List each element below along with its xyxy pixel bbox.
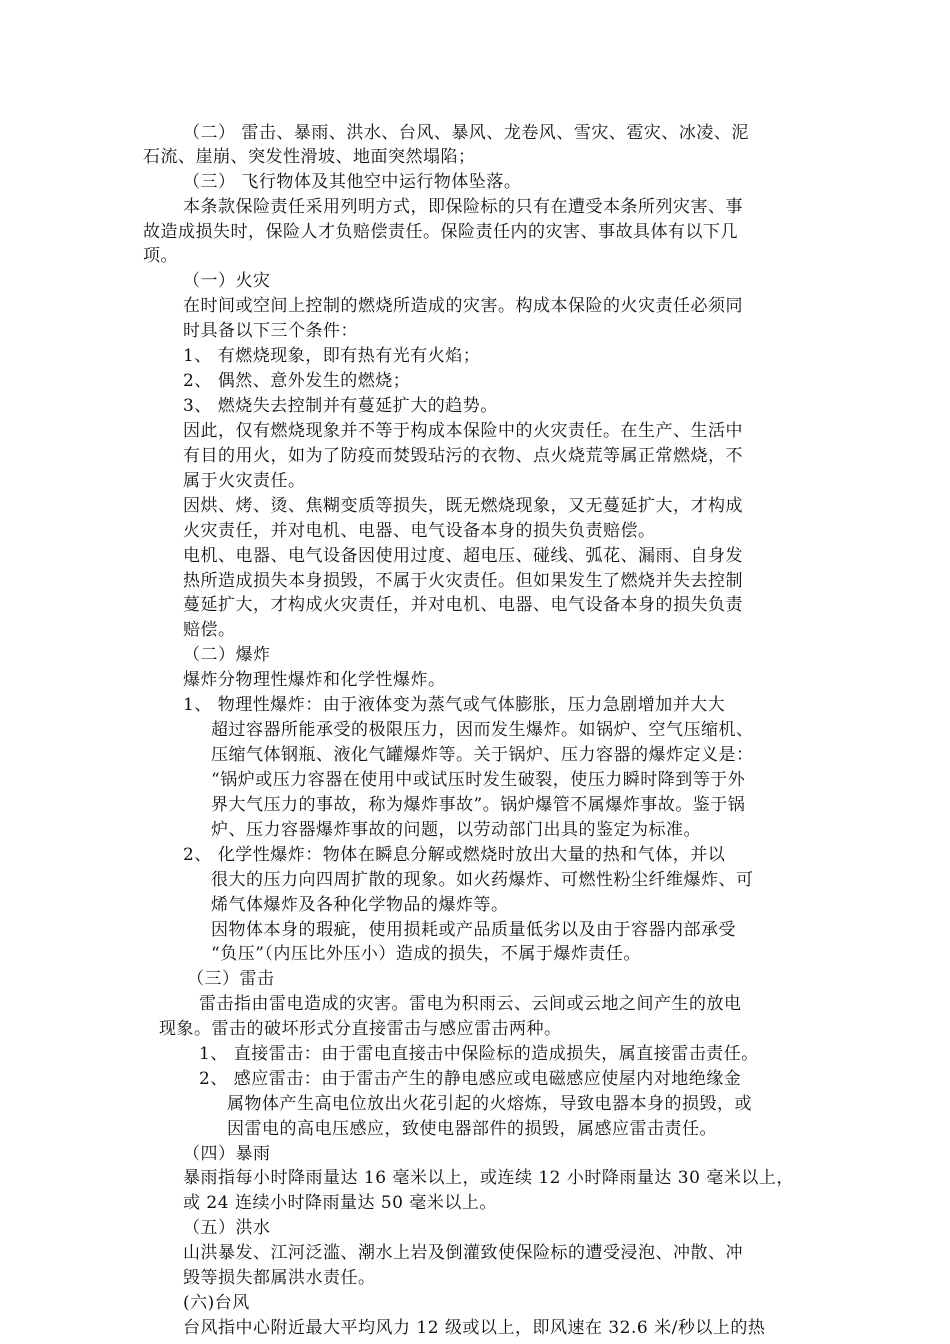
- text-line: 属物体产生高电位放出火花引起的火熔炼，导致电器本身的损毁，或: [227, 1094, 752, 1114]
- text-line: （二） 雷击、暴雨、洪水、台风、暴风、龙卷风、雪灾、雹灾、冰凌、泥: [183, 123, 749, 143]
- text-line: 因物体本身的瑕疵，使用损耗或产品质量低劣以及由于容器内部承受: [211, 920, 736, 940]
- text-line: 因此，仅有燃烧现象并不等于构成本保险中的火灾责任。在生产、生活中: [183, 421, 743, 441]
- section-heading: （四）暴雨: [183, 1144, 271, 1164]
- text-line: 很大的压力向四周扩散的现象。如火药爆炸、可燃性粉尘纤维爆炸、可: [211, 870, 754, 890]
- text-line: 热所造成损失本身损毁，不属于火灾责任。但如果发生了燃烧并失去控制: [183, 571, 743, 591]
- text-line: 石流、崖崩、突发性滑坡、地面突然塌陷；: [143, 147, 476, 167]
- list-item: 1、 物理性爆炸：由于液体变为蒸气或气体膨胀，压力急剧增加并大大: [183, 695, 726, 715]
- text-line: 界大气压力的事故，称为爆炸事故”。锅炉爆管不属爆炸事故。鉴于锅: [211, 795, 746, 815]
- text-line: 炉、压力容器爆炸事故的问题，以劳动部门出具的鉴定为标准。: [211, 820, 701, 840]
- text-line: 毁等损失都属洪水责任。: [183, 1268, 376, 1288]
- section-heading: （一）火灾: [183, 271, 271, 291]
- text-line: 山洪暴发、江河泛滥、潮水上岩及倒灌致使保险标的遭受浸泡、冲散、冲: [183, 1243, 743, 1263]
- list-item: 2、 偶然、意外发生的燃烧；: [183, 371, 411, 391]
- text-line: 属于火灾责任。: [183, 471, 306, 491]
- list-item: 1、 有燃烧现象，即有热有光有火焰；: [183, 346, 481, 366]
- section-heading: （三）雷击: [187, 969, 275, 989]
- text-line: 火灾责任，并对电机、电器、电气设备本身的损失负责赔偿。: [183, 521, 656, 541]
- list-item: 2、 化学性爆炸：物体在瞬息分解或燃烧时放出大量的热和气体，并以: [183, 845, 726, 865]
- text-line: “锅炉或压力容器在使用中或试压时发生破裂，使压力瞬时降到等于外: [211, 770, 746, 790]
- text-line: 时具备以下三个条件：: [183, 321, 358, 341]
- text-line: 压缩气体钢瓶、液化气罐爆炸等。关于锅炉、压力容器的爆炸定义是：: [211, 745, 754, 765]
- list-item: 3、 燃烧失去控制并有蔓延扩大的趋势。: [183, 396, 498, 416]
- text-line: 赔偿。: [183, 620, 236, 640]
- list-item: 2、 感应雷击：由于雷击产生的静电感应或电磁感应使屋内对地绝缘金: [199, 1069, 742, 1089]
- text-line: （三） 飞行物体及其他空中运行物体坠落。: [183, 172, 522, 192]
- section-heading: （五）洪水: [183, 1218, 271, 1238]
- text-line: “负压”（内压比外压小）造成的损失，不属于爆炸责任。: [211, 944, 641, 964]
- text-line: 本条款保险责任采用列明方式，即保险标的只有在遭受本条所列灾害、事: [183, 197, 743, 217]
- text-line: 有目的用火，如为了防疫而焚毁玷污的衣物、点火烧荒等属正常燃烧，不: [183, 446, 743, 466]
- list-item: 1、 直接雷击：由于雷电直接击中保险标的造成损失，属直接雷击责任。: [199, 1044, 759, 1064]
- text-line: 因雷电的高电压感应，致使电器部件的损毁，属感应雷击责任。: [227, 1119, 717, 1139]
- text-line: 电机、电器、电气设备因使用过度、超电压、碰线、弧花、漏雨、自身发: [183, 546, 743, 566]
- text-line: 蔓延扩大，才构成火灾责任，并对电机、电器、电气设备本身的损失负责: [183, 595, 743, 615]
- text-line: 在时间或空间上控制的燃烧所造成的灾害。构成本保险的火灾责任必须同: [183, 296, 743, 316]
- text-line: 烯气体爆炸及各种化学物品的爆炸等。: [211, 895, 509, 915]
- text-line: 现象。雷击的破坏形式分直接雷击与感应雷击两种。: [159, 1019, 562, 1039]
- text-line: 台风指中心附近最大平均风力 12 级或以上，即风速在 32.6 米/秒以上的热: [183, 1318, 766, 1338]
- text-line: 故造成损失时，保险人才负赔偿责任。保险责任内的灾害、事故具体有以下几: [143, 222, 738, 242]
- text-line: 雷击指由雷电造成的灾害。雷电为积雨云、云间或云地之间产生的放电: [199, 994, 742, 1014]
- section-heading: （二）爆炸: [183, 645, 271, 665]
- text-line: 项。: [143, 246, 178, 266]
- text-line: 或 24 连续小时降雨量达 50 毫米以上。: [183, 1193, 497, 1213]
- text-line: 暴雨指每小时降雨量达 16 毫米以上，或连续 12 小时降雨量达 30 毫米以上，: [183, 1168, 794, 1188]
- section-heading: (六)台风: [183, 1293, 250, 1313]
- text-line: 超过容器所能承受的极限压力，因而发生爆炸。如锅炉、空气压缩机、: [211, 720, 754, 740]
- text-line: 因烘、烤、烫、焦糊变质等损失，既无燃烧现象，又无蔓延扩大，才构成: [183, 496, 743, 516]
- text-line: 爆炸分物理性爆炸和化学性爆炸。: [183, 670, 446, 690]
